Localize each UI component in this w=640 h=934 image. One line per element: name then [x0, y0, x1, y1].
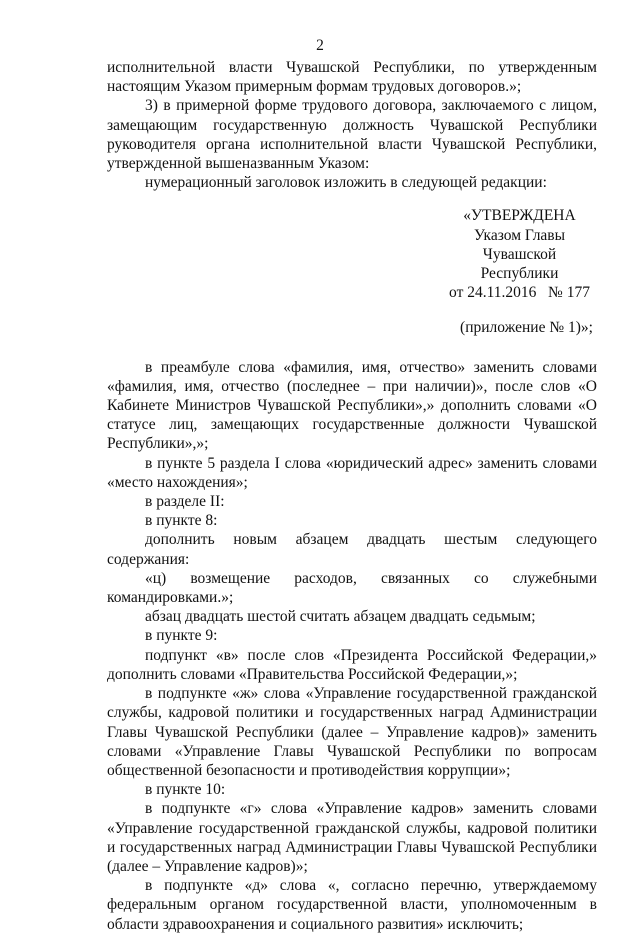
paragraph-subpoint-zh: в подпункте «ж» слова «Управление государственной гражданской службы, кадровой политики и государственных наград Администрации Главы Чувашской Республики (далее – Управление кадров)» заменить словами «Управление Главы Чувашской Республики по вопросам общественной безопасности и противодействия коррупции»;	[107, 685, 597, 779]
paragraph-point-8: в пункте 8:	[145, 512, 218, 530]
paragraph-add-subparagraph: дополнить новым абзацем двадцать шестым следующего содержания:	[107, 531, 597, 568]
stamp-line-approved: «УТВЕРЖДЕНА	[463, 207, 576, 225]
paragraph-quote-ts: «ц) возмещение расходов, связанных со служебными командировками.»;	[107, 569, 597, 607]
stamp-line-decree: Указом Главы	[473, 226, 566, 244]
document-body	[107, 58, 597, 934]
paragraph-subpoint-d: в подпункте «д» слова «, согласно перечню, утверждаемому федеральным органом государственной власти, уполномоченным в области здравоохранения и социального развития» исключить;	[107, 877, 597, 933]
paragraph-renumber: абзац двадцать шестой считать абзацем двадцать седьмым;	[145, 608, 536, 626]
appendix-reference: (приложение № 1)»;	[460, 319, 593, 337]
paragraph-point-9: в пункте 9:	[145, 627, 218, 645]
paragraph-subpoint-v: подпункт «в» после слов «Президента Российской Федерации,» дополнить словами «Правительства Российской Федерации,»;	[107, 646, 597, 683]
page-number: 2	[316, 37, 324, 54]
paragraph-continuation: исполнительной власти Чувашской Республики, по утвержденным настоящим Указом примерным формам трудовых договоров.»;	[107, 59, 597, 96]
paragraph-point-10: в пункте 10:	[145, 781, 226, 799]
stamp-line-date-number: от 24.11.2016 № 177	[449, 284, 590, 302]
paragraph-section-2: в разделе II:	[145, 493, 225, 511]
paragraph-subpoint-g: в подпункте «г» слова «Управление кадров» заменить словами «Управление государственной гражданской службы, кадровой политики и государственных наград Администрации Главы Чувашской Республики (далее – Управление кадров)»;	[107, 800, 597, 875]
paragraph-heading-instruction: нумерационный заголовок изложить в следующей редакции:	[145, 174, 547, 192]
stamp-line-republic: Чувашской Республики	[480, 245, 559, 283]
paragraph-preamble: в преамбуле слова «фамилия, имя, отчество» заменить словами «фамилия, имя, отчество (последнее – при наличии)», после слов «О Кабинете Министров Чувашской Республики»,» дополнить словами «О статусе лиц, замещающих государственные должности Чувашской Республики»,»;	[107, 358, 597, 453]
approval-stamp	[107, 206, 597, 302]
paragraph-item-3: 3) в примерной форме трудового договора, заключаемого с лицом, замещающим государственную должность Чувашской Республики руководителя органа исполнительной власти Чувашской Республики, утвержденной вышеназванным Указом:	[107, 97, 597, 173]
paragraph-point-5: в пункте 5 раздела I слова «юридический адрес» заменить словами «место нахождения»;	[107, 454, 597, 491]
